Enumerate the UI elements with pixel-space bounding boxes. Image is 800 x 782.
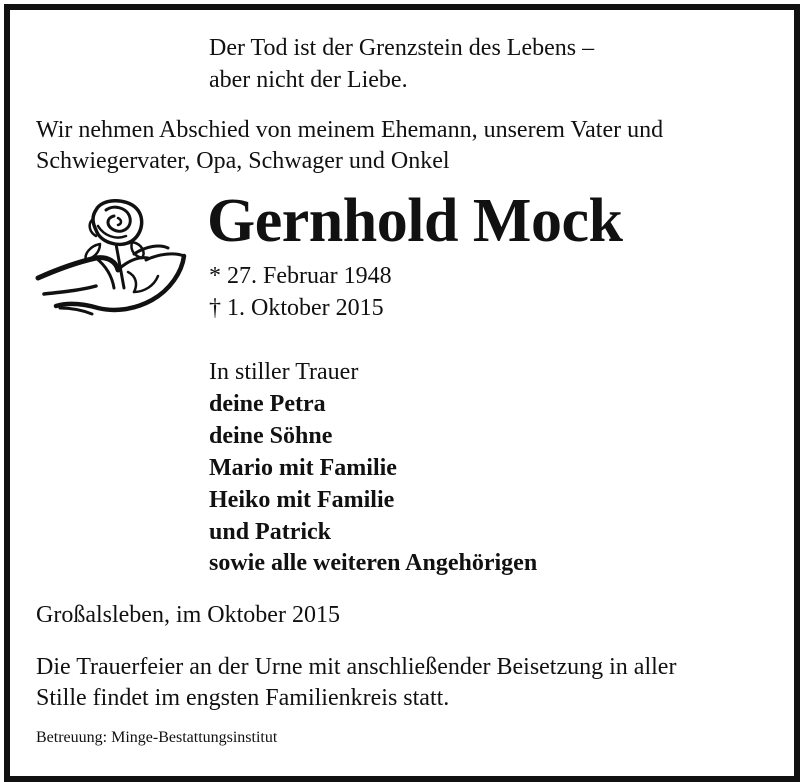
mourner-name: und Patrick bbox=[209, 519, 332, 545]
birth-date: * 27. Februar 1948 bbox=[209, 263, 392, 289]
intro-line-1: Wir nehmen Abschied von meinem Ehemann, unserem Vater und bbox=[36, 117, 664, 143]
ceremony-line-2: Stille findet im engsten Familienkreis statt. bbox=[36, 685, 450, 711]
death-date: † 1. Oktober 2015 bbox=[209, 295, 384, 321]
deceased-name: Gernhold Mock bbox=[207, 187, 623, 255]
mourner-name: Heiko mit Familie bbox=[209, 487, 395, 513]
intro-line-2: Schwiegervater, Opa, Schwager und Onkel bbox=[36, 148, 450, 174]
hand-holding-rose-icon bbox=[34, 196, 190, 322]
place-date: Großalsleben, im Oktober 2015 bbox=[36, 602, 340, 628]
ceremony-line-1: Die Trauerfeier an der Urne mit anschließender Beisetzung in aller bbox=[36, 654, 677, 680]
mourner-name: Mario mit Familie bbox=[209, 455, 397, 481]
motto-line-1: Der Tod ist der Grenzstein des Lebens – bbox=[209, 35, 595, 61]
mourners-intro: In stiller Trauer bbox=[209, 359, 359, 385]
motto-line-2: aber nicht der Liebe. bbox=[209, 67, 408, 93]
mourner-name: deine Söhne bbox=[209, 423, 333, 449]
mourner-name: sowie alle weiteren Angehörigen bbox=[209, 550, 538, 576]
mourner-name: deine Petra bbox=[209, 391, 326, 417]
funeral-home-credit: Betreuung: Minge-Bestattungsinstitut bbox=[36, 729, 278, 746]
